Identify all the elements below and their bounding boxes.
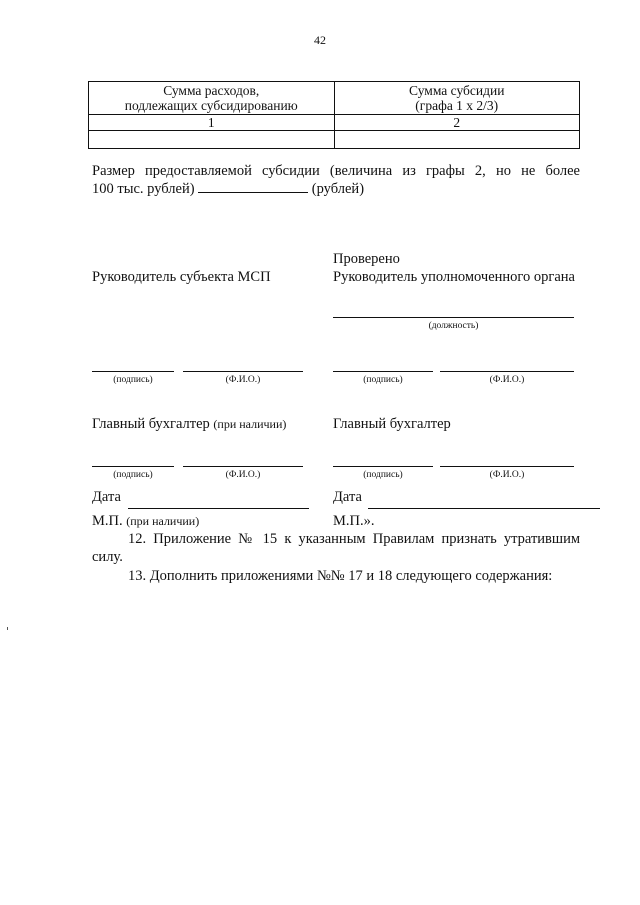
subsidy-size-paragraph: [92, 162, 580, 198]
authority-head-signature-line[interactable]: [333, 371, 433, 372]
position-caption: (должность): [428, 321, 479, 331]
authority-head-signature-caption: (подпись): [363, 375, 403, 385]
msp-stamp-label: М.П. (при наличии): [92, 513, 200, 529]
authority-date-line[interactable]: [368, 508, 600, 509]
msp-head-name-line[interactable]: [183, 371, 303, 372]
msp-head-name-caption: (Ф.И.О.): [225, 375, 261, 385]
item-12-line-1: 12. Приложение № 15 к указанным Правилам признать утратившим: [128, 531, 580, 547]
page-number: 42: [314, 33, 326, 47]
table-column-numbers-row: [89, 115, 580, 131]
table-cell[interactable]: [334, 131, 580, 149]
checked-label: Проверено: [333, 251, 400, 267]
authority-head-title: Руководитель уполномоченного органа: [333, 269, 575, 285]
header-subsidy: Сумма субсидии (графа 1 x 2/3): [334, 82, 580, 115]
subsidy-amount-blank[interactable]: [198, 180, 308, 193]
msp-head-title: Руководитель субъекта МСП: [92, 269, 271, 285]
authority-accountant-label: Главный бухгалтер: [333, 416, 451, 432]
item-13-paragraph: 13. Дополнить приложениями №№ 17 и 18 следующего содержания:: [128, 568, 553, 584]
table-cell[interactable]: [89, 131, 335, 149]
msp-head-signature-line[interactable]: [92, 371, 174, 372]
column-number: 1: [89, 115, 335, 131]
item-12-paragraph: [92, 530, 580, 566]
subsidy-line-1: Размер предоставляемой субсидии (величина из графы 2, но не более: [92, 163, 580, 179]
subsidy-line-2: 100 тыс. рублей) (рублей): [92, 181, 365, 197]
authority-head-name-line[interactable]: [440, 371, 574, 372]
msp-accountant-signature-line[interactable]: [92, 466, 174, 467]
msp-date-label: Дата: [92, 489, 121, 505]
table-row: [89, 131, 580, 149]
authority-accountant-signature-caption: (подпись): [363, 470, 403, 480]
authority-head-name-caption: (Ф.И.О.): [489, 375, 525, 385]
msp-date-line[interactable]: [128, 508, 309, 509]
authority-accountant-name-line[interactable]: [440, 466, 574, 467]
msp-accountant-name-caption: (Ф.И.О.): [225, 470, 261, 480]
authority-accountant-name-caption: (Ф.И.О.): [489, 470, 525, 480]
column-number: 2: [334, 115, 580, 131]
msp-accountant-name-line[interactable]: [183, 466, 303, 467]
msp-head-signature-caption: (подпись): [113, 375, 153, 385]
table-header-row: [89, 82, 580, 115]
authority-stamp-label: М.П.».: [333, 513, 375, 529]
authority-date-label: Дата: [333, 489, 362, 505]
position-line[interactable]: [333, 317, 574, 318]
header-expenses: Сумма расходов, подлежащих субсидированию: [89, 82, 335, 115]
subsidy-table: [88, 81, 580, 149]
scan-mark: [7, 627, 8, 630]
msp-accountant-signature-caption: (подпись): [113, 470, 153, 480]
item-12-line-2: силу.: [92, 549, 123, 565]
authority-accountant-signature-line[interactable]: [333, 466, 433, 467]
msp-accountant-label: Главный бухгалтер (при наличии): [92, 416, 287, 432]
